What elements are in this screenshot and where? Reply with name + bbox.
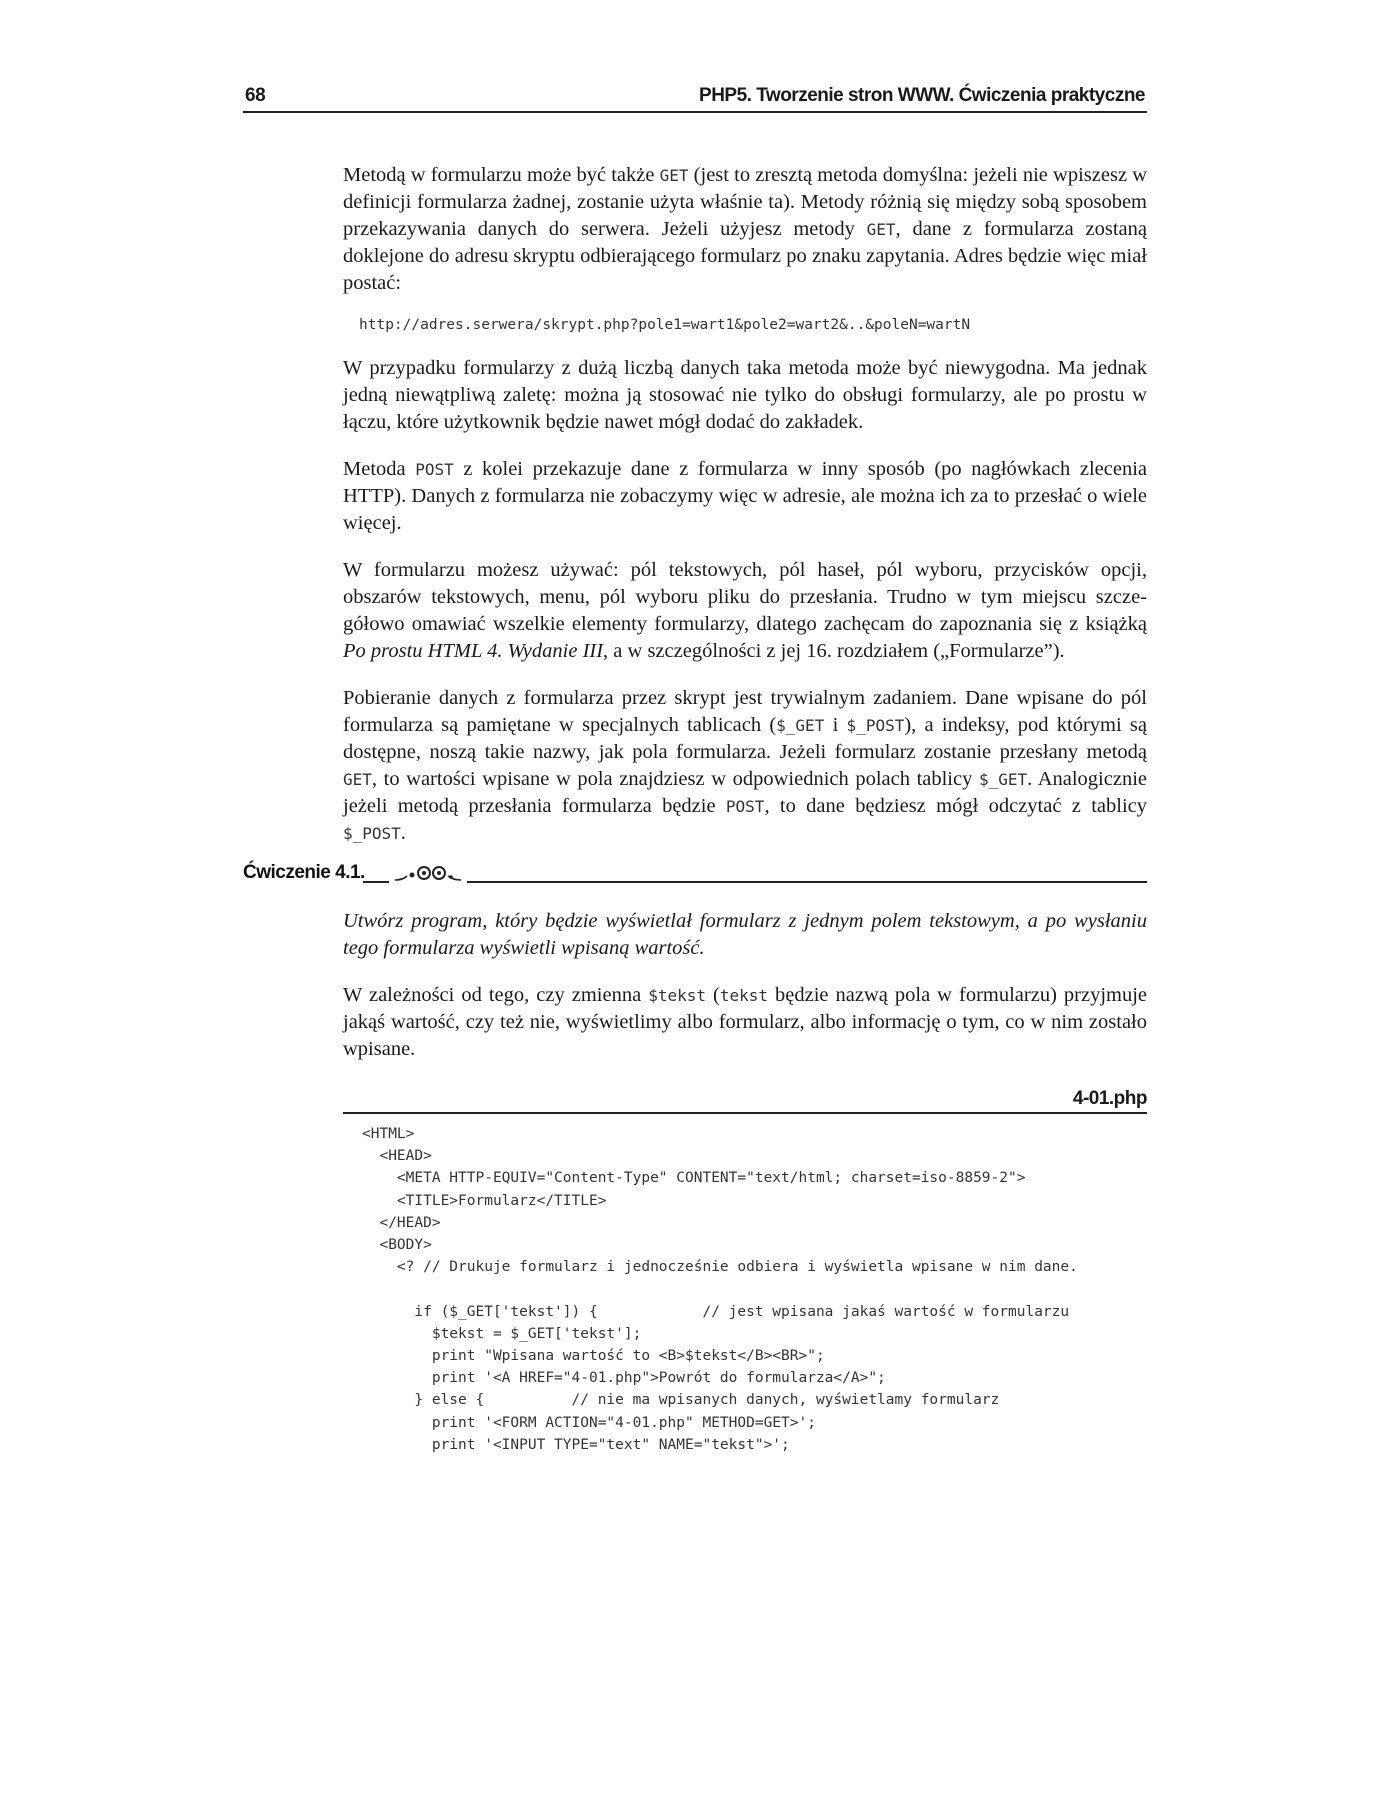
listing-filename: 4-01.php <box>343 1088 1147 1114</box>
text-run: , to wartości wpisane w pola znajdziesz w odpowiednich polach tablicy <box>371 768 979 790</box>
exercise-task: Utwórz program, który będzie wyświetlał formularz z jednym polem tekstowym, a po wysłaniu tego formularza wyświetli wpisaną wartość. <box>343 910 1147 959</box>
text-run: i <box>824 714 847 736</box>
inline-code: POST <box>415 460 454 479</box>
exercise-label: Ćwiczenie 4.1. <box>243 862 365 883</box>
inline-code: GET <box>343 770 372 789</box>
inline-code: GET <box>659 166 689 185</box>
paragraph-get-method <box>343 162 1147 297</box>
text-run: , dane z formularza zostaną doklejone do adresu skryptu odbierającego formularz po znaku zapytania. Adres będzie więc miał postać: <box>343 218 1147 294</box>
inline-code: $tekst <box>648 986 706 1005</box>
inline-code: $_GET <box>978 770 1028 789</box>
url-example: http://adres.serwera/skrypt.php?pole1=wart1&pole2=wart2&..&poleN=wartN <box>359 317 971 333</box>
text-run: będzie nazwą pola w formularzu) przyjmuje jakąś wartość, czy też nie, wyświetlimy albo formularz, albo informację o tym, co w nim zostało wpisane. <box>343 984 1148 1060</box>
inline-code: tekst <box>719 986 769 1005</box>
inline-code: POST <box>725 797 765 816</box>
page-number: 68 <box>245 85 266 106</box>
paragraph-form-elements <box>343 557 1147 665</box>
inline-code: $_POST <box>343 824 401 843</box>
body-text-top <box>343 162 1147 867</box>
ornament-icon <box>389 864 467 889</box>
book-reference: Po prostu HTML 4. Wydanie III <box>343 640 604 662</box>
text-run: Metoda <box>343 458 416 480</box>
text-run: Pobieranie danych z formularza przez skrypt jest trywialnym zadaniem. Dane wpisane do pól formularza są pamiętane w specjalnych tablicach ( <box>343 687 1147 736</box>
running-header <box>243 85 1147 113</box>
body-text-exercise <box>343 908 1147 1083</box>
text-run: W zależności od tego, czy zmienna <box>343 984 649 1006</box>
code-listing: <HTML> <HEAD> <META HTTP-EQUIV="Content-Type" CONTENT="text/html; charset=iso-8859-2"> <TITLE>Formularz</TITLE> </HEAD> <BODY> <? // Drukuje formularz i jednocześnie odbiera i wyświetla wpisane w nim dane. if ($_GET['tekst']) { // jest wpisana jakaś wartość w formularzu $tekst = $_GET['tekst']; print "Wpisana wartość to <B>$tekst</B><BR>"; print '<A HREF="4-01.php">Powrót do formularza</A>"; } else { // nie ma wpisanych danych, wyświetlamy formularz print '<FORM ACTION="4-01.php" METHOD=GET>'; print '<INPUT TYPE="text" NAME="tekst">'; <box>362 1126 1078 1453</box>
text-run: W formularzu możesz używać: pól tekstowych, pól haseł, pól wyboru, przycisków opcji, obszarów tekstowych, menu, pól wyboru pliku do przesłania. Trudno w tym miejscu szczegółowo omawiać wszelkie elementy formularzy, dlatego zachęcam do zapoznania się z książką <box>343 559 1147 635</box>
paragraph-get-drawbacks: W przypadku formularzy z dużą liczbą danych taka metoda może być niewygodna. Ma jednak jedną niewątpliwą zaletę: można ją stosować nie tylko do obsługi formularzy, ale po prostu w łączu, które użytkownik będzie nawet mógł dodać do zakładek. <box>343 357 1147 433</box>
text-run: . <box>400 822 406 844</box>
exercise-rule <box>363 881 1147 883</box>
text-run: ( <box>706 984 720 1006</box>
exercise-heading <box>243 862 1147 888</box>
text-run: . Analogicznie jeżeli metodą przesłania formularza będzie <box>343 768 1147 817</box>
text-run: z kolei przekazuje dane z formularza w inny sposób (po nagłówkach zlecenia HTTP). Danych z formularza nie zobaczymy więc w adresie, ale można ich za to przesłać o wiele więcej. <box>343 458 1147 534</box>
text-run: Metodą w formularzu może być także <box>343 164 660 186</box>
inline-code: $_POST <box>846 716 905 735</box>
text-run: ), a indeksy, pod którymi są dostępne, noszą takie nazwy, jak pola formularza. Jeżeli formularz zostanie przesłany metodą <box>343 714 1147 763</box>
inline-code: $_GET <box>776 716 825 735</box>
text-run: (jest to zresztą metoda domyślna: jeżeli nie wpiszesz w definicji formularza żadnej, zostanie użyta właśnie ta). Metody różnią się między sobą sposobem przekazywania danych do serwera. Jeżeli użyjesz metody <box>343 164 1147 240</box>
paragraph-get-post-arrays <box>343 685 1147 847</box>
paragraph-post-method <box>343 456 1147 537</box>
text-run: , a w szczególności z jej 16. rozdziałem („Formularze”). <box>603 640 1065 662</box>
book-title: PHP5. Tworzenie stron WWW. Ćwiczenia praktyczne <box>699 85 1145 106</box>
paragraph-tekst-variable <box>343 982 1147 1063</box>
text-run: , to dane będziesz mógł odczytać z tablicy <box>764 795 1147 817</box>
inline-code: GET <box>866 220 896 239</box>
